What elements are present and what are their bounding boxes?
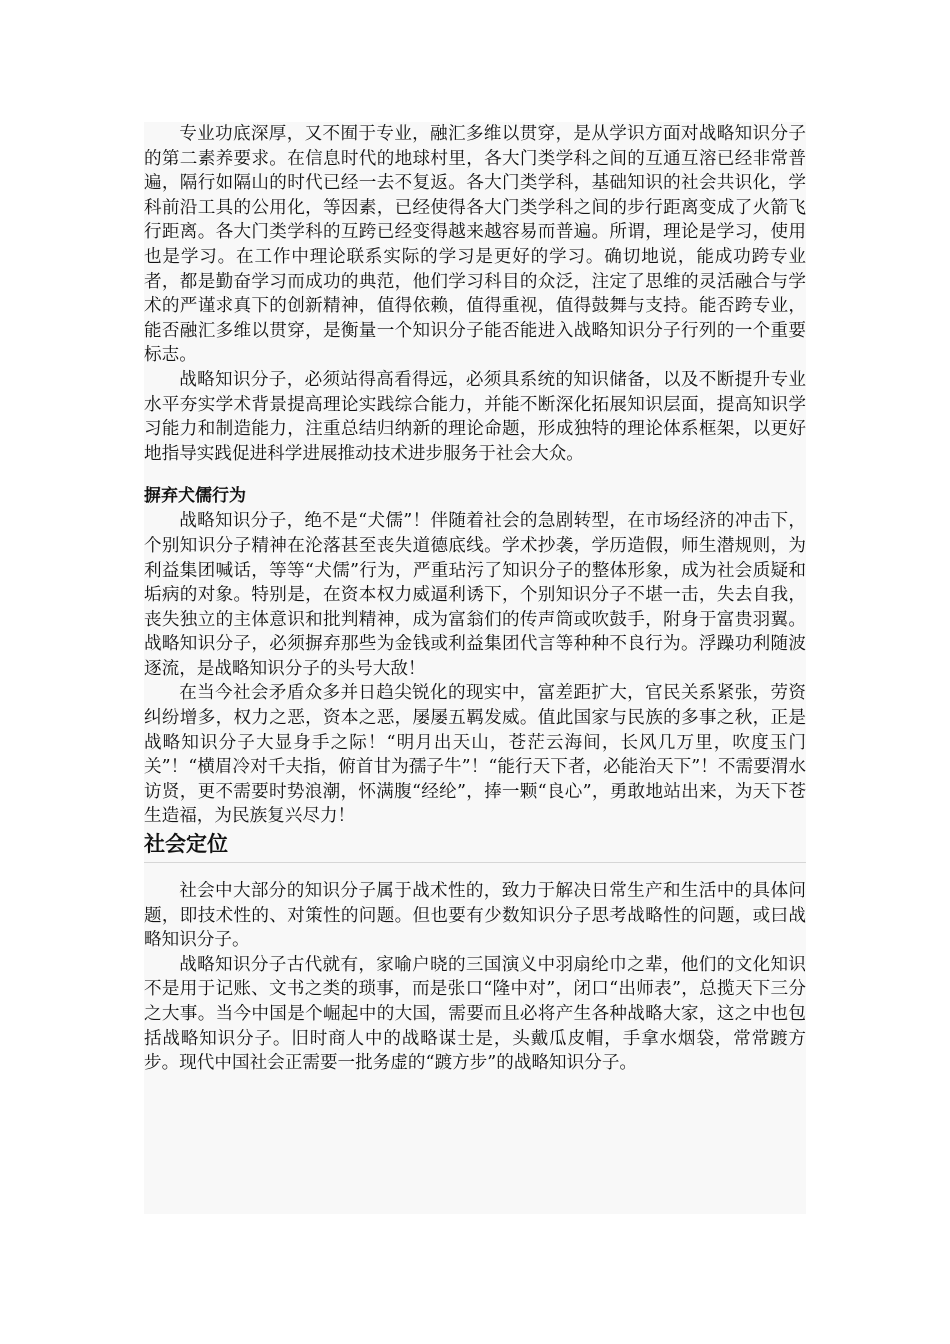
section-social-positioning [144,830,806,1076]
heading-divider [144,862,806,863]
document-page [144,122,806,1214]
body-paragraph: 战略知识分子，必须站得高看得远，必须具系统的知识储备，以及不断提升专业水平夯实学术背景提高理论实践综合能力，并能不断深化拓展知识层面，提高知识学习能力和制造能力，注重总结归纳新的理论命题，形成独特的理论体系框架，以更好地指导实践促进科学进展推动技术进步服务于社会大众。 [144,369,806,464]
body-paragraph: 社会中大部分的知识分子属于战术性的，致力于解决日常生产和生活中的具体问题，即技术性的、对策性的问题。但也要有少数知识分子思考战略性的问题，或曰战略知识分子。 [144,881,806,951]
body-paragraph: 战略知识分子，绝不是“犬儒”！伴随着社会的急剧转型，在市场经济的冲击下，个别知识分子精神在沦落甚至丧失道德底线。学术抄袭，学历造假，师生潜规则，为利益集团喊话，等等“犬儒”行为，严重玷污了知识分子的整体形象，成为社会质疑和垢病的对象。特别是，在资本权力威逼利诱下，个别知识分子不堪一击，失去自我，丧失独立的主体意识和批判精神，成为富翁们的传声筒或吹鼓手，附身于富贵羽翼。战略知识分子，必须摒弃那些为金钱或利益集团代言等种种不良行为。浮躁功利随波逐流，是战略知识分子的头号大敌！ [144,511,806,679]
section-heading: 摒弃犬儒行为 [144,486,246,507]
section-title: 社会定位 [144,832,228,857]
body-paragraph: 专业功底深厚，又不囿于专业，融汇多维以贯穿，是从学识方面对战略知识分子的第二素养要求。在信息时代的地球村里，各大门类学科之间的互通互溶已经非常普遍，隔行如隔山的时代已经一去不复返。各大门类学科，基础知识的社会共识化，学科前沿工具的公用化，等因素，已经使得各大门类学科之间的步行距离变成了火箭飞行距离。各大门类学科的互跨已经变得越来越容易而普遍。所谓，理论是学习，使用也是学习。在工作中理论联系实际的学习是更好的学习。确切地说，能成功跨专业者，都是勤奋学习而成功的典范，他们学习科目的众泛，注定了思维的灵活融合与学术的严谨求真下的创新精神，值得依赖，值得重视，值得鼓舞与支持。能否跨专业，能否融汇多维以贯穿，是衡量一个知识分子能否能进入战略知识分子行列的一个重要标志。 [144,124,806,366]
section-abandon-cynicism [144,484,806,829]
body-paragraph: 在当今社会矛盾众多并日趋尖锐化的现实中，富差距扩大，官民关系紧张，劳资纠纷增多，权力之恶，资本之恶，屡屡五羁发威。值此国家与民族的多事之秋，正是战略知识分子大显身手之际！“明月出天山，苍茫云海间，长风几万里，吹度玉门关”！“横眉冷对千夫指，俯首甘为孺子牛”！“能行天下者，必能治天下”！不需要渭水访贤，更不需要时势浪潮，怀满腹“经纶”，捧一颗“良心”，勇敢地站出来，为天下苍生造福，为民族复兴尽力！ [144,683,806,827]
section-interdisciplinary [144,122,806,466]
body-paragraph: 战略知识分子古代就有，家喻户晓的三国演义中羽扇纶巾之辈，他们的文化知识不是用于记账、文书之类的琐事，而是张口“隆中对”，闭口“出师表”，总揽天下三分之大事。当今中国是个崛起中的大国，需要而且必将产生各种战略大家，这之中也包括战略知识分子。旧时商人中的战略谋士是，头戴瓜皮帽，手拿水烟袋，常常踱方步。现代中国社会正需要一批务虚的“踱方步”的战略知识分子。 [144,954,806,1074]
